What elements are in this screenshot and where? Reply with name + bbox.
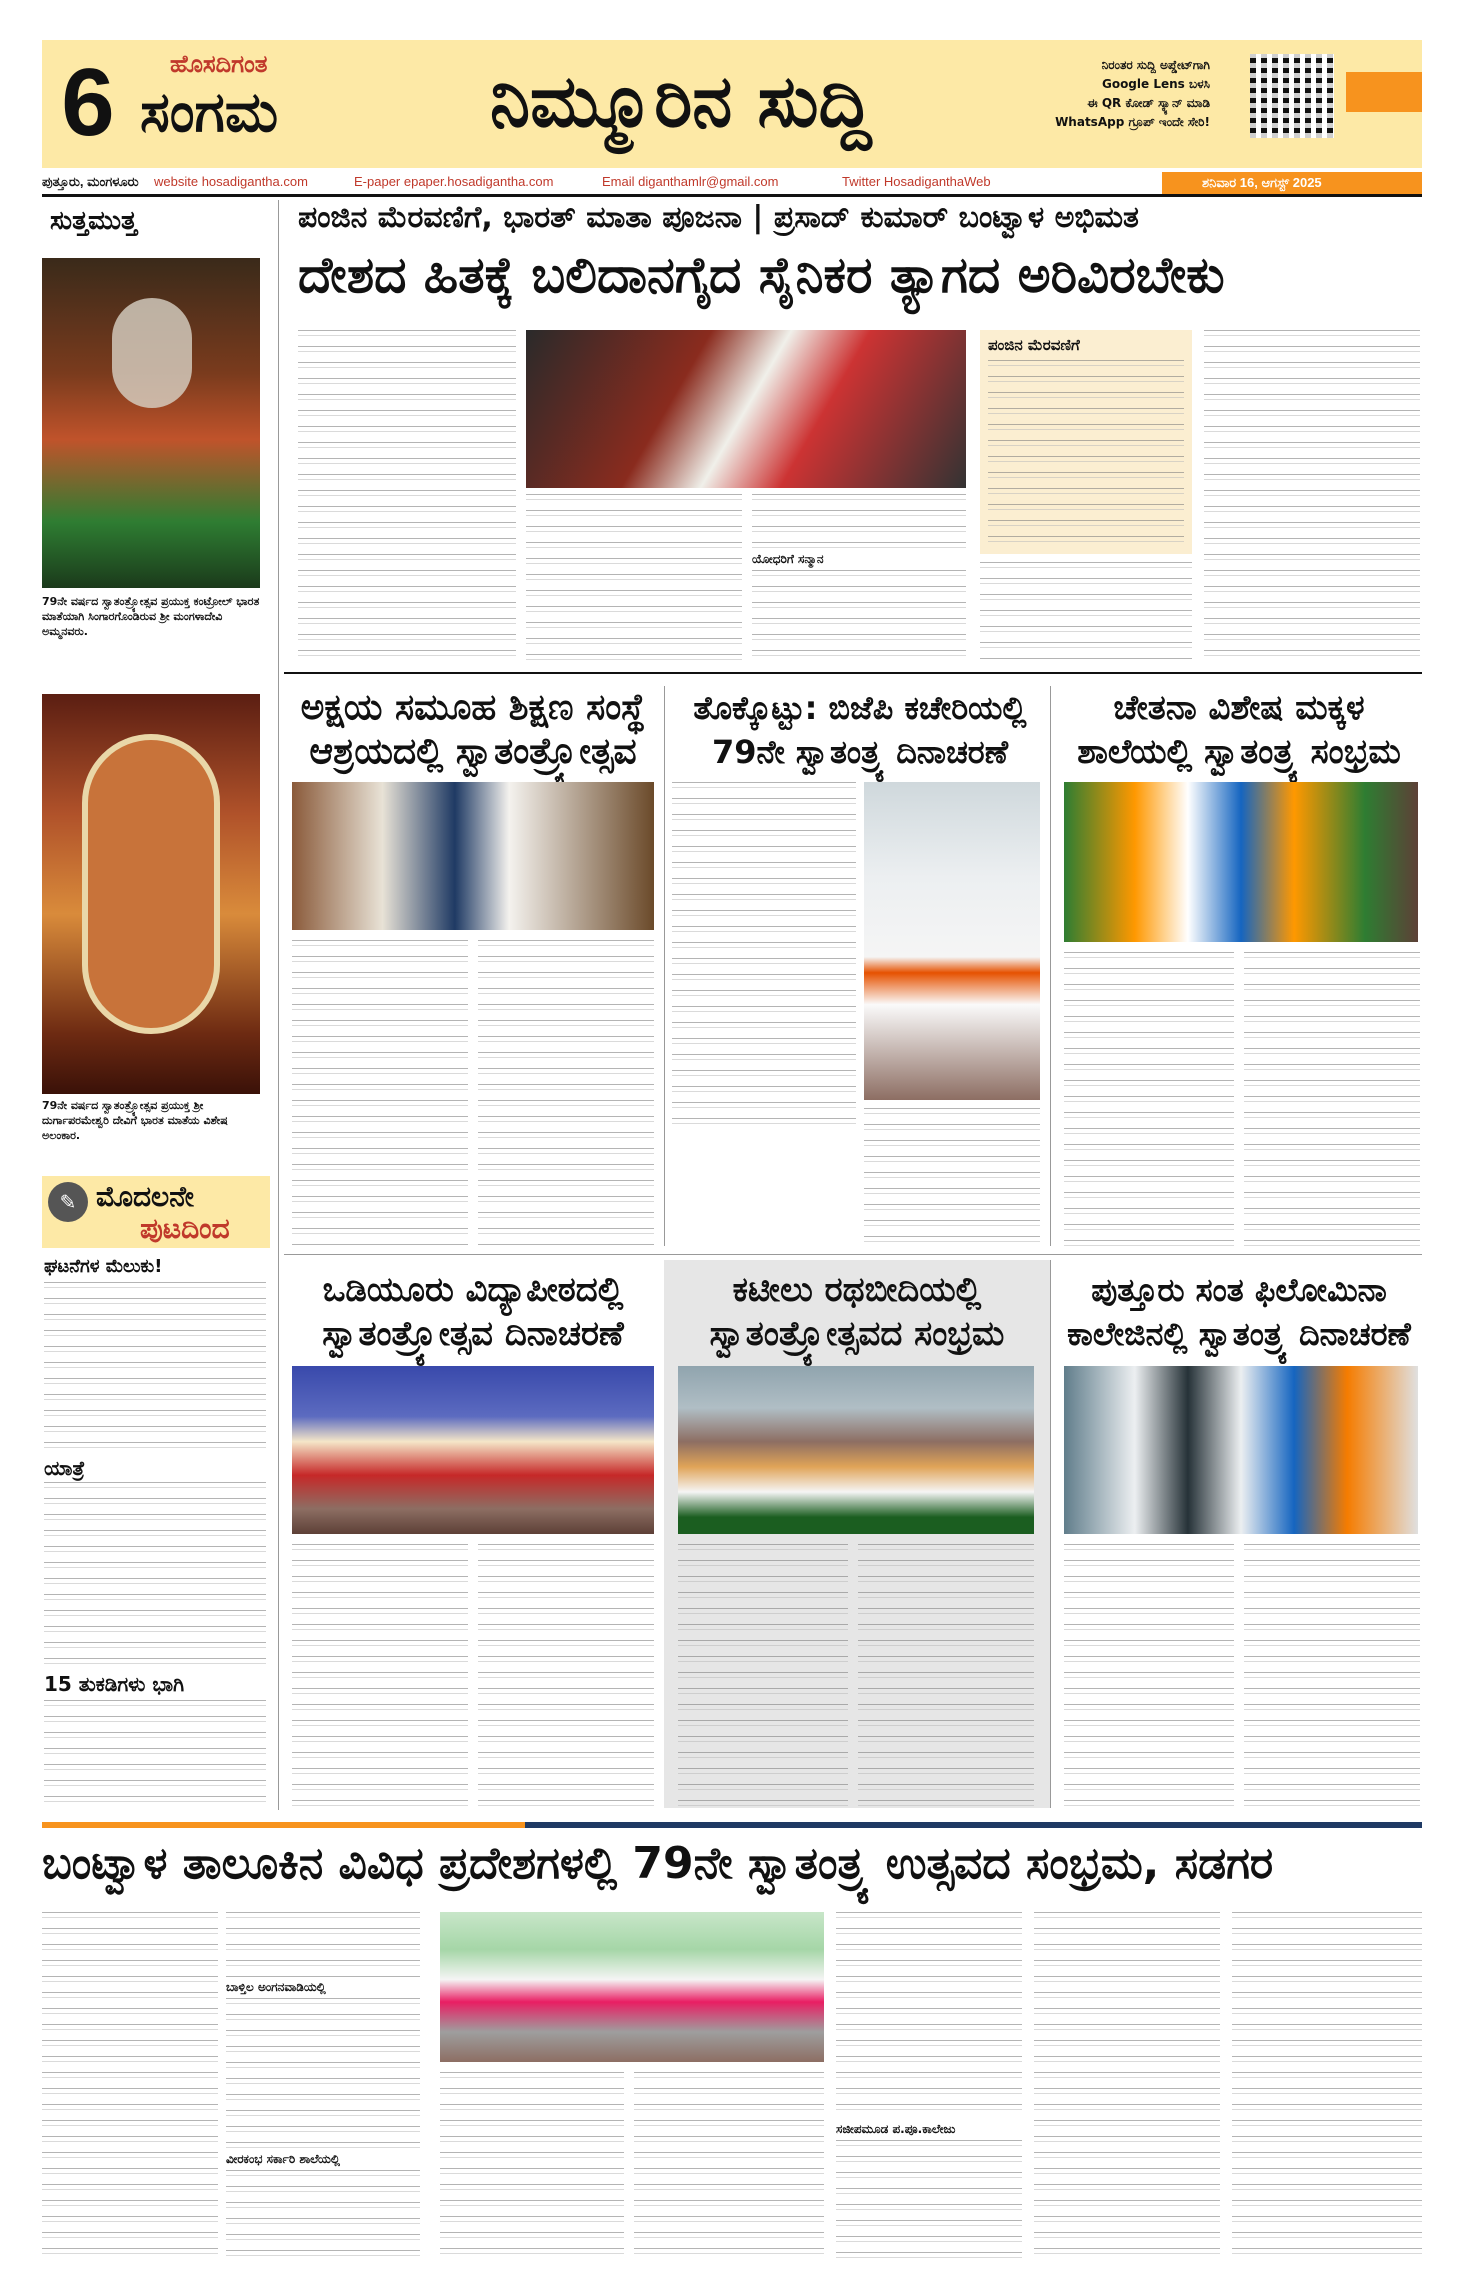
bottom-body-col5b xyxy=(836,2140,1022,2262)
bottom-subhead: ವೀರಕಂಭ ಸರ್ಕಾರಿ ಶಾಲೆಯಲ್ಲಿ xyxy=(226,2152,340,2166)
odiyoor-body-col2 xyxy=(478,1544,654,1808)
lead-photo xyxy=(526,330,966,488)
qr-line: Google Lens ಬಳಸಿ xyxy=(1101,77,1210,91)
akshaya-body-col1 xyxy=(292,940,468,1246)
section-rule xyxy=(284,672,1422,674)
infobox-title: ಪಂಜಿನ ಮೆರವಣಿಗೆ xyxy=(988,336,1080,354)
kateel-photo xyxy=(678,1366,1034,1534)
bottom-headline: ಬಂಟ್ವಾಳ ತಾಲೂಕಿನ ವಿವಿಧ ಪ್ರದೇಶಗಳಲ್ಲಿ 79ನೇ ಸ್ವಾತಂತ್ರ್ಯ ಉತ್ಸವದ ಸಂಭ್ರಮ, ಸಡಗರ xyxy=(42,1838,1274,1889)
info-bar xyxy=(42,172,1422,197)
goddess-photo-2 xyxy=(42,694,260,1094)
story-title-odiyoor: ಒಡಿಯೂರು ವಿದ್ಯಾಪೀಠದಲ್ಲಿ ಸ್ವಾತಂತ್ರ್ಯೋತ್ಸವ ದಿನಾಚರಣೆ xyxy=(322,1270,624,1354)
story-title-kateel: ಕಟೀಲು ರಥಬೀದಿಯಲ್ಲಿ ಸ್ವಾತಂತ್ರ್ಯೋತ್ಸವದ ಸಂಭ್ರಮ xyxy=(709,1270,1005,1354)
tokkottu-body-col2 xyxy=(864,1108,1040,1246)
email-link[interactable]: Email diganthamlr@gmail.com xyxy=(602,174,779,189)
bottom-body-col4 xyxy=(634,2072,824,2262)
pen-icon: ✎ xyxy=(48,1182,88,1222)
bottom-body-col2c xyxy=(226,2170,420,2262)
philomena-photo xyxy=(1064,1366,1418,1534)
bottom-body-col1 xyxy=(42,1912,218,2262)
story-title-akshaya: ಅಕ್ಷಯ ಸಮೂಹ ಶಿಕ್ಷಣ ಸಂಸ್ಥೆ ಆಶ್ರಯದಲ್ಲಿ ಸ್ವಾತಂತ್ರ್ಯೋತ್ಸವ xyxy=(300,687,646,772)
first-page-label-red: ಪುಟದಿಂದ xyxy=(140,1212,230,1245)
website-link[interactable]: website hosadigantha.com xyxy=(154,174,308,189)
lead-kicker: ಪಂಜಿನ ಮೆರವಣಿಗೆ, ಭಾರತ್ ಮಾತಾ ಪೂಜನಾ | ಪ್ರಸಾದ್ ಕುಮಾರ್ ಬಂಟ್ವಾಳ ಅಭಿಮತ xyxy=(298,200,1139,235)
issue-date: ಶನಿವಾರ 16, ಆಗಸ್ಟ್ 2025 xyxy=(1162,172,1422,194)
philomena-body-col1 xyxy=(1064,1544,1234,1808)
lead-body-col1 xyxy=(298,330,516,660)
story-title-tokkottu: ತೊಕ್ಕೊಟ್ಟು: ಬಿಜೆಪಿ ಕಚೇರಿಯಲ್ಲಿ 79ನೇ ಸ್ವಾತಂತ್ರ್ಯ ದಿನಾಚರಣೆ xyxy=(693,689,1027,771)
qr-instructions xyxy=(1010,56,1210,132)
lead-body-col4 xyxy=(980,562,1192,660)
twitter-link[interactable]: Twitter HosadiganthaWeb xyxy=(842,174,991,189)
brand-main: ಸಂಗಮ xyxy=(140,80,279,145)
sidebar-item-body xyxy=(44,1282,266,1450)
akshaya-body-col2 xyxy=(478,940,654,1246)
bottom-subhead: ಸಜೀಪಮೂಡ ಪ.ಪೂ.ಕಾಲೇಜು xyxy=(836,2122,956,2136)
chetana-body-col2 xyxy=(1244,952,1420,1246)
idol-shape xyxy=(112,298,192,408)
first-page-label: ಮೊದಲನೇ xyxy=(96,1180,194,1213)
philomena-body-col2 xyxy=(1244,1544,1420,1808)
sidebar-title: ಸುತ್ತಮುತ್ತ xyxy=(50,206,138,236)
epaper-link[interactable]: E-paper epaper.hosadigantha.com xyxy=(354,174,554,189)
lead-body-col3 xyxy=(752,494,966,550)
sidebar-item-body xyxy=(44,1700,266,1804)
chetana-photo xyxy=(1064,782,1418,942)
chetana-body-col1 xyxy=(1064,952,1234,1246)
tokkottu-photo xyxy=(864,782,1040,1100)
akshaya-photo xyxy=(292,782,654,930)
sidebar-item-title: ಘಟನೆಗಳ ಮೆಲುಕು! xyxy=(44,1256,163,1277)
sidebar-item-title: ಯಾತ್ರೆ xyxy=(44,1456,85,1480)
infobox-body xyxy=(988,360,1184,546)
page-number: 6 xyxy=(61,49,115,156)
column-rule xyxy=(1050,1260,1051,1808)
idol-shape xyxy=(82,734,220,1034)
column-rule xyxy=(1050,686,1051,1246)
odiyoor-body-col1 xyxy=(292,1544,468,1808)
story-title-philomena: ಪುತ್ತೂರು ಸಂತ ಫಿಲೋಮಿನಾ ಕಾಲೇಜಿನಲ್ಲಿ ಸ್ವಾತಂತ್ರ್ಯ ದಿನಾಚರಣೆ xyxy=(1067,1271,1411,1353)
sidebar-item-body xyxy=(44,1482,266,1666)
lead-body-col2 xyxy=(526,494,742,660)
column-rule xyxy=(664,686,665,1246)
qr-line: ನಿರಂತರ ಸುದ್ದಿ ಅಪ್ಡೇಟ್‌ಗಾಗಿ xyxy=(1101,58,1210,72)
section-rule xyxy=(284,1254,1422,1255)
column-rule xyxy=(278,200,279,1810)
lead-headline: ದೇಶದ ಹಿತಕ್ಕೆ ಬಲಿದಾನಗೈದ ಸೈನಿಕರ ತ್ಯಾಗದ ಅರಿವಿರಬೇಕು xyxy=(298,246,1225,304)
qr-line: WhatsApp ಗ್ರೂಪ್ ಇಂದೇ ಸೇರಿ! xyxy=(1055,115,1210,129)
sidebar-item-title: 15 ತುಕಡಿಗಳು ಭಾಗಿ xyxy=(44,1672,185,1696)
bottom-photo xyxy=(440,1912,824,2062)
bottom-body-col3 xyxy=(440,2072,624,2262)
lead-subhead: ಯೋಧರಿಗೆ ಸನ್ಮಾನ xyxy=(752,552,824,566)
goddess-photo-1 xyxy=(42,258,260,588)
lead-body-col3b xyxy=(752,570,966,660)
bottom-subhead: ಬಾಳ್ತಿಲ ಅಂಗನವಾಡಿಯಲ್ಲಿ xyxy=(226,1980,326,1994)
story-title-chetana: ಚೇತನಾ ವಿಶೇಷ ಮಕ್ಕಳ ಶಾಲೆಯಲ್ಲಿ ಸ್ವಾತಂತ್ರ್ಯ ಸಂಭ್ರಮ xyxy=(1077,688,1401,772)
place-label: ಪುತ್ತೂರು, ಮಂಗಳೂರು xyxy=(42,174,139,189)
brand-top: ಹೊಸದಿಗಂತ xyxy=(170,50,268,78)
kateel-body-col2 xyxy=(858,1544,1034,1808)
photo1-caption: 79ನೇ ವರ್ಷದ ಸ್ವಾತಂತ್ರ್ಯೋತ್ಸವ ಪ್ರಯುಕ್ತ ಕಂಟ್ರೋಲ್ ಭಾರತ ಮಾತೆಯಾಗಿ ಸಿಂಗಾರಗೊಂಡಿರುವ ಶ್ರೀ ಮಂಗಳಾದೇವಿ ಅಮ್ಮನವರು. xyxy=(42,595,260,638)
bottom-body-col6 xyxy=(1034,1912,1220,2262)
section-title: ನಿಮ್ಮೂರಿನ ಸುದ್ದಿ xyxy=(490,58,872,143)
photo2-caption: 79ನೇ ವರ್ಷದ ಸ್ವಾತಂತ್ರ್ಯೋತ್ಸವ ಪ್ರಯುಕ್ತ ಶ್ರೀ ದುರ್ಗಾಪರಮೇಶ್ವರಿ ದೇವಿಗೆ ಭಾರತ ಮಾತೆಯ ವಿಶೇಷ ಅಲಂಕಾರ. xyxy=(42,1099,228,1142)
bottom-body-col2b xyxy=(226,1998,420,2148)
masthead-accent xyxy=(1346,72,1422,112)
qr-code[interactable] xyxy=(1250,54,1334,138)
tokkottu-body-col1 xyxy=(672,782,856,1124)
bottom-body-col2a xyxy=(226,1912,420,1978)
odiyoor-photo xyxy=(292,1366,654,1534)
bottom-body-col5a xyxy=(836,1912,1022,2118)
bottom-rule xyxy=(42,1822,1422,1828)
qr-line: ಈ QR ಕೋಡ್ ಸ್ಕ್ಯಾನ್ ಮಾಡಿ xyxy=(1087,96,1210,110)
kateel-body-col1 xyxy=(678,1544,848,1808)
lead-body-col5 xyxy=(1204,330,1420,660)
bottom-body-col7 xyxy=(1232,1912,1422,2262)
